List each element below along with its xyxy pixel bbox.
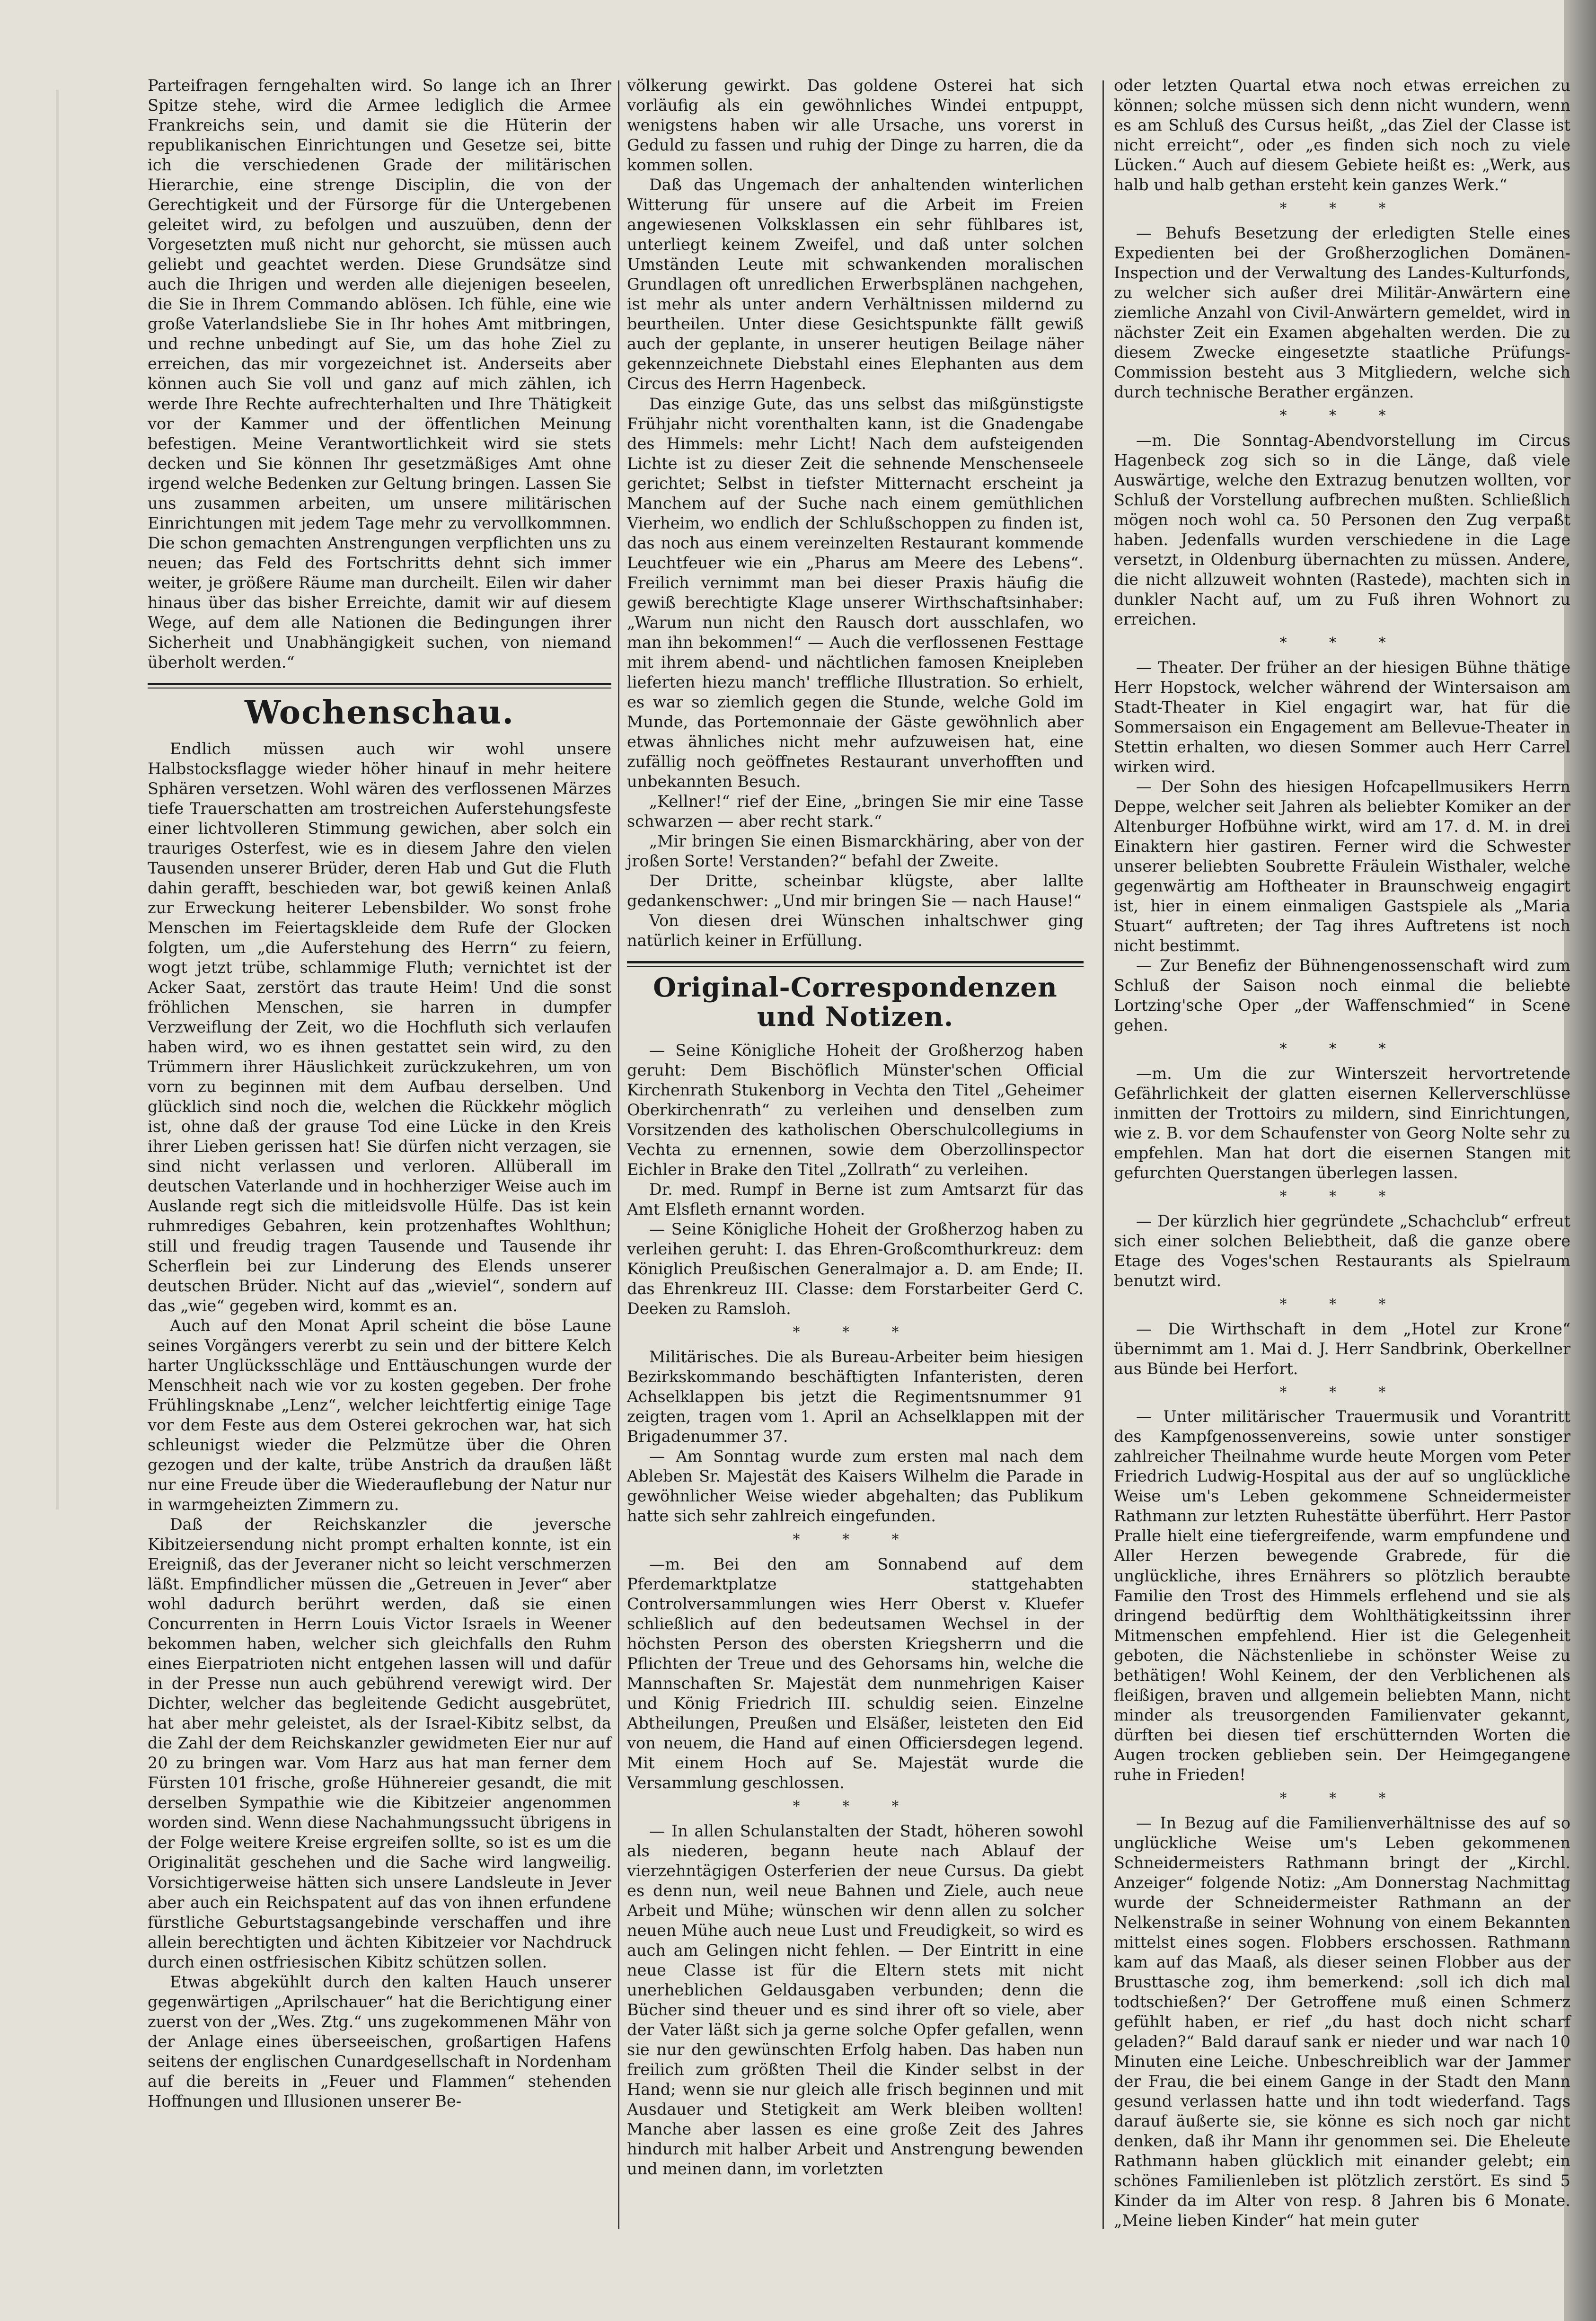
paragraph: Das einzige Gute, das uns selbst das mißgünstigste Frühjahr nicht vorenthalten kann, ist die Gnadengabe des Himmels: mehr Licht! Nach dem aufsteigenden Lichte ist zu dieser Zeit die sehnende Menschenseele gerichtet; Selbst in tiefster Mitternacht erscheint ja Manchem auf der Suche nach einem gemüthlichen Vierheim, wo endlich der Schlußschoppen zu finden ist, das noch aus einem vereinzelten Restaurant kommende Leuchtfeuer wie ein „Pharus am Meere des Lebens“. Freilich vernimmt man bei dieser Praxis häufig die gewiß berechtigte Klage unserer Wirthschaftsinhaber: „Warum nun nicht den Rausch dort ausschlafen, wo man ihn bekommen!“ — Auch die verflossenen Festtage mit ihrem abend- und nächtlichen famosen Kneipleben lieferten hiezu manch' treffliche Illustration. So erhielt, es war so ziemlich gegen die Stunde, welche Gold im Munde, das Portemonnaie der Gäste gewöhnlich aber etwas ähnliches nicht mehr aufzuweisen hat, eine zufällig noch geöffnetes Restaurant unverhofften und unbekannten Besuch. — [627, 394, 1084, 791]
paragraph: Endlich müssen auch wir wohl unsere Halbstocksflagge wieder höher hinauf in mehr heitere Sphären versetzen. Wohl wären des verflossenen Märzes tiefe Trauerschatten am trostreichen Auferstehungsfeste einer lichtvolleren Stimmung gewichen, aber solch ein trauriges Osterfest, wie es in diesem Jahre den vielen Tausenden unserer Brüder, deren Hab und Gut die Fluth dahin gerafft, beschieden war, bot gewiß keinen Anlaß zur Erweckung heiterer Lebensbilder. Wo sonst frohe Menschen im Feiertagskleide dem Rufe der Glocken folgten, um „die Auferstehung des Herrn“ zu feiern, wogt jetzt trübe, schlammige Fluth; vernichtet ist der Acker Saat, zerstört das traute Heim! Und die sonst fröhlichen Menschen, sie harren in dumpfer Verzweiflung der Zeit, wo die Hochfluth sich verlaufen haben wird, wo es ihnen gestattet sein wird, zu den Trümmern ihrer Häuslichkeit zurückzukehren, um von vorn zu beginnen mit dem Aufbau derselben. Und glücklich sind noch die, welchen die Rückkehr möglich ist, ohne daß der grause Tod eine Lücke in den Kreis ihrer Lieben gerissen hat! Sie dürfen nicht verzagen, sie sind nicht verlassen und verloren. Allüberall im deutschen Vaterlande und in hochherziger Weise auch im Auslande regt sich die mitleidsvolle Hülfe. Das ist kein ruhmrediges Gebahren, kein protzenhaftes Wohlthun; still und freudig tragen Tausende und Tausende ihr Scherflein bei zur Linderung des Elends unserer deutschen Brüder. Nicht auf das „wieviel“, sondern auf das „wie“ gegeben wird, kommt es an. — [148, 739, 611, 1315]
separator-stars: * * * — [1279, 200, 1405, 217]
section-heading-wochenschau: Wochenschau. — [244, 693, 515, 732]
separator-stars: * * * — [1279, 635, 1405, 652]
separator-stars: * * * — [1279, 1188, 1405, 1205]
paragraph: Auch auf den Monat April scheint die böse Laune seines Vorgängers vererbt zu sein und der bittere Kelch harter Unglücksschläge und Enttäuschungen wurde der Menschheit nach wie vor zu kosten gegeben. Der frohe Frühlingsknabe „Lenz“, welcher leichtfertig einige Tage vor dem Feste aus dem Osterei gekrochen war, hat sich schleunigst wieder die Pelzmütze über die Ohren gezogen und der kalte, trübe Anstrich da draußen läßt nur eine Freude über die Wiederauflebung der Natur nur in warmgeheizten Zimmern zu. — [148, 1316, 611, 1514]
article-continuation: völkerung gewirkt. Das goldene Osterei hat sich vorläufig als ein gewöhnliches Windei entpuppt, wenigstens haben wir alle Ursache, uns vorerst in Geduld zu fassen und ruhig der Dinge zu harren, die da kommen sollen. — [627, 76, 1084, 175]
news-item: —m. Bei den am Sonnabend auf dem Pferdemarktplatze stattgehabten Controlversammlungen wies Herr Oberst v. Kluefer schließlich auf den bedeutsamen Wechsel in der höchsten Person des obersten Kriegsherrn und die Pflichten der Treue und des Gehorsams hin, welche die Mannschaften Sr. Majestät dem nunmehrigen Kaiser und König Friedrich III. schuldig seien. Einzelne Abtheilungen, Preußen und Elsäßer, leisteten den Eid von neuem, die Hand auf einen Officiersdegen legend. Mit einem Hoch auf Se. Majestät wurde die Versammlung geschlossen. — [627, 1554, 1084, 1792]
column-3 — [1114, 76, 1570, 2231]
paragraph: „Mir bringen Sie einen Bismarckhäring, aber von der jroßen Sorte! Verstanden?“ befahl der Zweite. — [627, 832, 1084, 871]
news-item: — Der Sohn des hiesigen Hofcapellmusikers Herrn Deppe, welcher seit Jahren als beliebter Komiker an der Altenburger Hofbühne wirkt, wird am 17. d. M. in drei Einaktern hier gastiren. Ferner wird die Schwester unserer beliebten Soubrette Fräulein Wisthaler, welche gegenwärtig am Hoftheater in Braunschweig engagirt ist, hier in einem einmaligen Gastspiele als „Maria Stuart“ auftreten; der Tag ihres Auftretens ist noch nicht bestimmt. — [1114, 777, 1570, 955]
news-item: — In Bezug auf die Familienverhältnisse des auf so unglückliche Weise um's Leben gekommenen Schneidermeisters Rathmann bringt der „Kirchl. Anzeiger“ folgende Notiz: „Am Donnerstag Nachmittag wurde der Schneidermeister Rathmann an der Nelkenstraße in seiner Wohnung von einem Bekannten mittelst eines sogen. Flobbers erschossen. Rathmann kam auf das Maaß, als dieser seinen Flobber aus der Brusttasche zog, ihm bemerkend: ‚soll ich dich mal todtschießen?‘ Der Getroffene muß einen Schmerz gefühlt haben, er rief „du hast doch nicht scharf geladen?“ Bald darauf sank er nieder und war nach 10 Minuten eine Leiche. Unbeschreiblich war der Jammer der Frau, die bei einem Gange in der Stadt den Mann gesund verlassen hatte und ihn todt wiederfand. Tags darauf äußerte sie, sie könne es sich noch gar nicht denken, daß ihr Mann ihr genommen sei. Die Eheleute Rathmann haben glücklich mit einander gelebt; ein schönes Familienleben ist plötzlich zerstört. Es sind 5 Kinder da im Alter von resp. 8 Jahren bis 6 Monate. „Meine lieben Kinder“ hat mein guter — [1114, 1813, 1570, 2230]
news-item: — Behufs Besetzung der erledigten Stelle eines Expedienten bei der Großherzoglichen Domänen-Inspection und der Verwaltung des Landes-Kulturfonds, zu welcher sich außer drei Militär-Anwärtern eine ziemliche Anzahl von Civil-Anwärtern gemeldet, wird in nächster Zeit ein Examen abgehalten werden. Die zu diesem Zwecke eingesetzte staatliche Prüfungs-Commission besteht aus 3 Mitgliedern, welche sich durch technische Berather ergänzen. — [1114, 223, 1570, 402]
news-item: — Seine Königliche Hoheit der Großherzog haben zu verleihen geruht: I. das Ehren-Großcomthurkreuz: dem Königlich Preußischen Generalmajor a. D. am Ende; II. das Ehrenkreuz III. Classe: dem Forstarbeiter Gerd C. Deeken zu Ramsloh. — [627, 1219, 1084, 1318]
news-item: — Die Wirthschaft in dem „Hotel zur Krone“ übernimmt am 1. Mai d. J. Herr Sandbrink, Oberkellner aus Bünde bei Herfort. — [1114, 1319, 1570, 1378]
separator-stars: * * * — [1279, 407, 1405, 424]
separator-stars: * * * — [1279, 1041, 1405, 1058]
paragraph: Daß der Reichskanzler die jeversche Kibitzeiersendung nicht prompt erhalten konnte, ist ein Ereigniß, das der Jeveraner nicht so leicht verschmerzen läßt. Empfindlicher müssen die „Getreuen in Jever“ aber wohl dadurch berührt werden, daß sie einen Concurrenten in Herrn Louis Victor Israels in Weener bekommen haben, welcher sich gleichfalls den Ruhm eines Eierpatrioten nicht entgehen lassen will und dafür in der Presse nun auch gebührend verewigt wird. Der Dichter, welcher das begleitende Gedicht ausgebrütet, hat aber mehr geleistet, als der Israel-Kibitz selbst, da die Zahl der dem Reichskanzler gewidmeten Eier nur auf 20 zu bringen war. Vom Harz aus hat man ferner dem Fürsten 101 frische, große Hühnereier gesandt, die mit derselben Sympathie wie die Kibitzeier angenommen worden sind. Wenn diese Nachahmungssucht übrigens in der Folge weitere Kreise ergreifen sollte, so ist es um die Originalität geschehen und die Sache wird langweilig. Vorsichtigerweise hätten sich unsere Landsleute in Jever aber auch ein Reichspatent auf das von ihnen erfundene fürstliche Geburtstagsangebinde verschaffen und ihre allein berechtigten und ächten Kibitzeier vor Nachdruck durch einen ostfriesischen Kibitz schützen sollen. — [148, 1515, 611, 1971]
column-divider-1 — [618, 80, 619, 2229]
news-item: — Theater. Der früher an der hiesigen Bühne thätige Herr Hopstock, welcher während der Wintersaison am Stadt-Theater in Kiel engagirt war, hat für die Sommersaison ein Engagement am Bellevue-Theater in Stettin erhalten, wo diesen Sommer auch Herr Carrel wirken wird. — [1114, 658, 1570, 776]
section-heading-correspondenzen: Original-Correspondenzen und Notizen. — [653, 972, 1058, 1033]
paragraph: „Kellner!“ rief der Eine, „bringen Sie mir eine Tasse schwarzen — aber recht stark.“ — [627, 792, 1084, 831]
news-item: —m. Um die zur Winterszeit hervortretende Gefährlichkeit der glatten eisernen Kellerverschlüsse inmitten der Trottoirs zu mildern, sind Einrichtungen, wie z. B. vor dem Schaufenster von Georg Nolte sehr zu empfehlen. Man hat dort die eisernen Stangen mit gefurchten Querstangen überlegen lassen. — [1114, 1064, 1570, 1183]
column-2 — [627, 76, 1084, 2179]
separator-stars: * * * — [793, 1798, 918, 1815]
news-item: Militärisches. Die als Bureau-Arbeiter beim hiesigen Bezirkskommando beschäftigten Infanteristen, deren Achselklappen bis jetzt die Regimentsnummer 91 zeigten, tragen vom 1. April an Achselklappen mit der Brigadenummer 37. — [627, 1347, 1084, 1446]
article-continuation: oder letzten Quartal etwa noch etwas erreichen zu können; solche müssen sich denn nicht wundern, wenn es am Schluß des Cursus heißt, „das Ziel der Classe ist nicht erreicht“, oder „es finden sich noch zu viele Lücken.“ Auch auf diesem Gebiete heißt es: „Werk, aus halb und halb gethan ersteht kein ganzes Werk.“ — [1114, 76, 1570, 194]
paragraph: Etwas abgekühlt durch den kalten Hauch unserer gegenwärtigen „Aprilschauer“ hat die Berichtigung einer zuerst von der „Wes. Ztg.“ uns zugekommenen Mähr von der Anlage eines überseeischen, großartigen Hafens seitens der englischen Cunardgesellschaft in Nordenham auf die bereits in „Feuer und Flammen“ stehenden Hoffnungen und Illusionen unserer Be- — [148, 1972, 611, 2110]
section-rule — [627, 961, 1084, 967]
binding-shadow — [56, 90, 59, 1509]
news-item: — Am Sonntag wurde zum ersten mal nach dem Ableben Sr. Majestät des Kaisers Wilhelm die Parade in gewöhnlicher Weise wieder abgehalten; das Publikum hatte sich sehr zahlreich eingefunden. — [627, 1447, 1084, 1525]
separator-stars: * * * — [1279, 1790, 1405, 1807]
section-rule — [148, 683, 611, 688]
column-divider-2 — [1102, 80, 1104, 2229]
news-item: — Der kürzlich hier gegründete „Schachclub“ erfreut sich einer solchen Beliebtheit, daß die ganze obere Etage des Voges'schen Restaurants als Spielraum benutzt wird. — [1114, 1211, 1570, 1290]
column-1 — [148, 76, 611, 2111]
news-item: —m. Die Sonntag-Abendvorstellung im Circus Hagenbeck zog sich so in die Länge, daß viele Auswärtige, welche den Extrazug benutzen wollten, vor Schluß der Vorstellung aufbrechen mußten. Schließlich mögen noch wohl ca. 50 Personen den Zug verpaßt haben. Jedenfalls wurden verschiedene in die Lage versetzt, in Oldenburg übernachten zu müssen. Andere, die nicht allzuweit wohnten (Rastede), machten sich in dunkler Nacht auf, um zu Fuß ihren Wohnort zu erreichen. — [1114, 431, 1570, 629]
news-item: — In allen Schulanstalten der Stadt, höheren sowohl als niederen, begann heute nach Ablauf der vierzehntägigen Osterferien der neue Cursus. Da giebt es denn nun, weil neue Bahnen und Ziele, auch neue Arbeit und Mühe; wünschen wir denn allen zu solcher neuen Mühe auch neue Lust und Freudigkeit, so wird es auch am Gelingen nicht fehlen. — Der Eintritt in eine neue Classe ist für die Eltern stets mit nicht unerheblichen Geldausgaben verbunden; denn die Bücher sind theuer und es sind ihrer oft so viele, aber der Vater läßt sich ja gerne solche Opfer gefallen, wenn sie nur den gewünschten Erfolg haben. Das haben nun freilich zum größten Theil die Kinder selbst in der Hand; wenn sie nur gleich alle frisch beginnen und mit Ausdauer und Stetigkeit am Werk bleiben wollten! Manche aber lassen es eine große Zeit des Jahres hindurch mit halber Arbeit und Anstrengung bewenden und meinen dann, im vorletzten — [627, 1821, 1084, 2179]
news-item: — Unter militärischer Trauermusik und Vorantritt des Kampfgenossenvereins, sowie unter sonstiger zahlreicher Theilnahme wurde heute Morgen vom Peter Friedrich Ludwig-Hospital aus der auf so unglückliche Weise um's Leben gekommene Schneidermeister Rathmann zur letzten Ruhestätte überführt. Herr Pastor Pralle hielt eine tiefergreifende, warm empfundene und Aller Herzen bewegende Grabrede, für die unglückliche, ihres Ernährers so plötzlich beraubte Familie den Trost des Himmels erflehend und sie als dringend bedürftig dem Wohlthätigkeitssinn ihrer Mitmenschen empfehlend. Hier ist die Gelegenheit geboten, die Nächstenliebe in schönster Weise zu bethätigen! Wohl Keinem, der den Verblichenen als fleißigen, braven und allgemein beliebten Mann, nicht minder als treusorgenden Familienvater gekannt, dürften bei diesen tief erschütternden Worten die Augen trocken geblieben sein. Der Heimgegangene ruhe in Frieden! — [1114, 1407, 1570, 1784]
separator-stars: * * * — [793, 1324, 918, 1341]
news-item: — Seine Königliche Hoheit der Großherzog haben geruht: Dem Bischöflich Münster'schen Official Kirchenrath Stukenborg in Vechta den Titel „Geheimer Oberkirchenrath“ zu verleihen und denselben zum Vorsitzenden des katholischen Oberschulcollegiums in Vechta zu ernennen, sowie dem Oberzollinspector Eichler in Brake den Titel „Zollrath“ zu verleihen. — [627, 1041, 1084, 1179]
paragraph: Daß das Ungemach der anhaltenden winterlichen Witterung für unsere auf die Arbeit im Freien angewiesenen Volksklassen ein sehr fühlbares ist, unterliegt keinem Zweifel, und daß unter solchen Umständen Leute mit schwankenden moralischen Grundlagen oft unredlichen Erwerbsplänen nachgehen, ist mehr als unter andern Verhältnissen mildernd zu beurtheilen. Unter diese Gesichtspunkte fällt gewiß auch der geplante, in unserer heutigen Beilage näher gekennzeichnete Diebstahl eines Elephanten aus dem Circus des Herrn Hagenbeck. — [627, 176, 1084, 393]
separator-stars: * * * — [793, 1531, 918, 1548]
separator-stars: * * * — [1279, 1296, 1405, 1313]
article-continuation: Parteifragen ferngehalten wird. So lange ich an Ihrer Spitze stehe, wird die Armee lediglich die Armee Frankreichs sein, und damit sie die Hüterin der republikanischen Einrichtungen und Gesetze sei, bitte ich die verschiedenen Grade der militärischen Hierarchie, eine strenge Disciplin, die von der Gerechtigkeit und der Fürsorge für die Untergebenen geleitet wird, zu befolgen und auszuüben, denn der Vorgesetzten muß nicht nur gehorcht, sie müssen auch geliebt und geachtet werden. Diese Grundsätze sind auch die Ihrigen und werden alle diejenigen beseelen, die Sie in Ihrem Commando ablösen. Ich fühle, eine wie große Vaterlandsliebe Sie in Ihr hohes Amt mitbringen, und rechne unbedingt auf Sie, um das hohe Ziel zu erreichen, das mir vorgezeichnet ist. Anderseits aber können auch Sie voll und ganz auf mich zählen, ich werde Ihre Rechte aufrechterhalten und Ihre Thätigkeit vor der Kammer und der öffentlichen Meinung befestigen. Meine Verantwortlichkeit wird sie stets decken und Sie können Ihr gesetzmäßiges Amt ohne irgend welche Bedenken zur Geltung bringen. Lassen Sie uns zusammen arbeiten, um unsere militärischen Einrichtungen mit jedem Tage mehr zu vervollkommnen. Die schon gemachten Anstrengungen verpflichten uns zu neuen; das Feld des Fortschritts dehnt sich immer weiter, je größere Räume man durcheilt. Eilen wir daher hinaus über das bisher Erreichte, damit wir auf diesem Wege, auf dem alle Nationen die Bedingungen ihrer Sicherheit und Unabhängigkeit suchen, von niemand überholt werden.“ — [148, 76, 611, 671]
separator-stars: * * * — [1279, 1384, 1405, 1401]
paragraph: Der Dritte, scheinbar klügste, aber lallte gedankenschwer: „Und mir bringen Sie — nach Hause!“ — [627, 872, 1084, 910]
news-item: — Zur Benefiz der Bühnengenossenschaft wird zum Schluß der Saison noch einmal die beliebte Lortzing'sche Oper „der Waffenschmied“ in Scene gehen. — [1114, 956, 1570, 1035]
paragraph: Von diesen drei Wünschen inhaltschwer ging natürlich keiner in Erfüllung. — [627, 911, 1084, 950]
news-item: Dr. med. Rumpf in Berne ist zum Amtsarzt für das Amt Elsfleth ernannt worden. — [627, 1180, 1084, 1218]
